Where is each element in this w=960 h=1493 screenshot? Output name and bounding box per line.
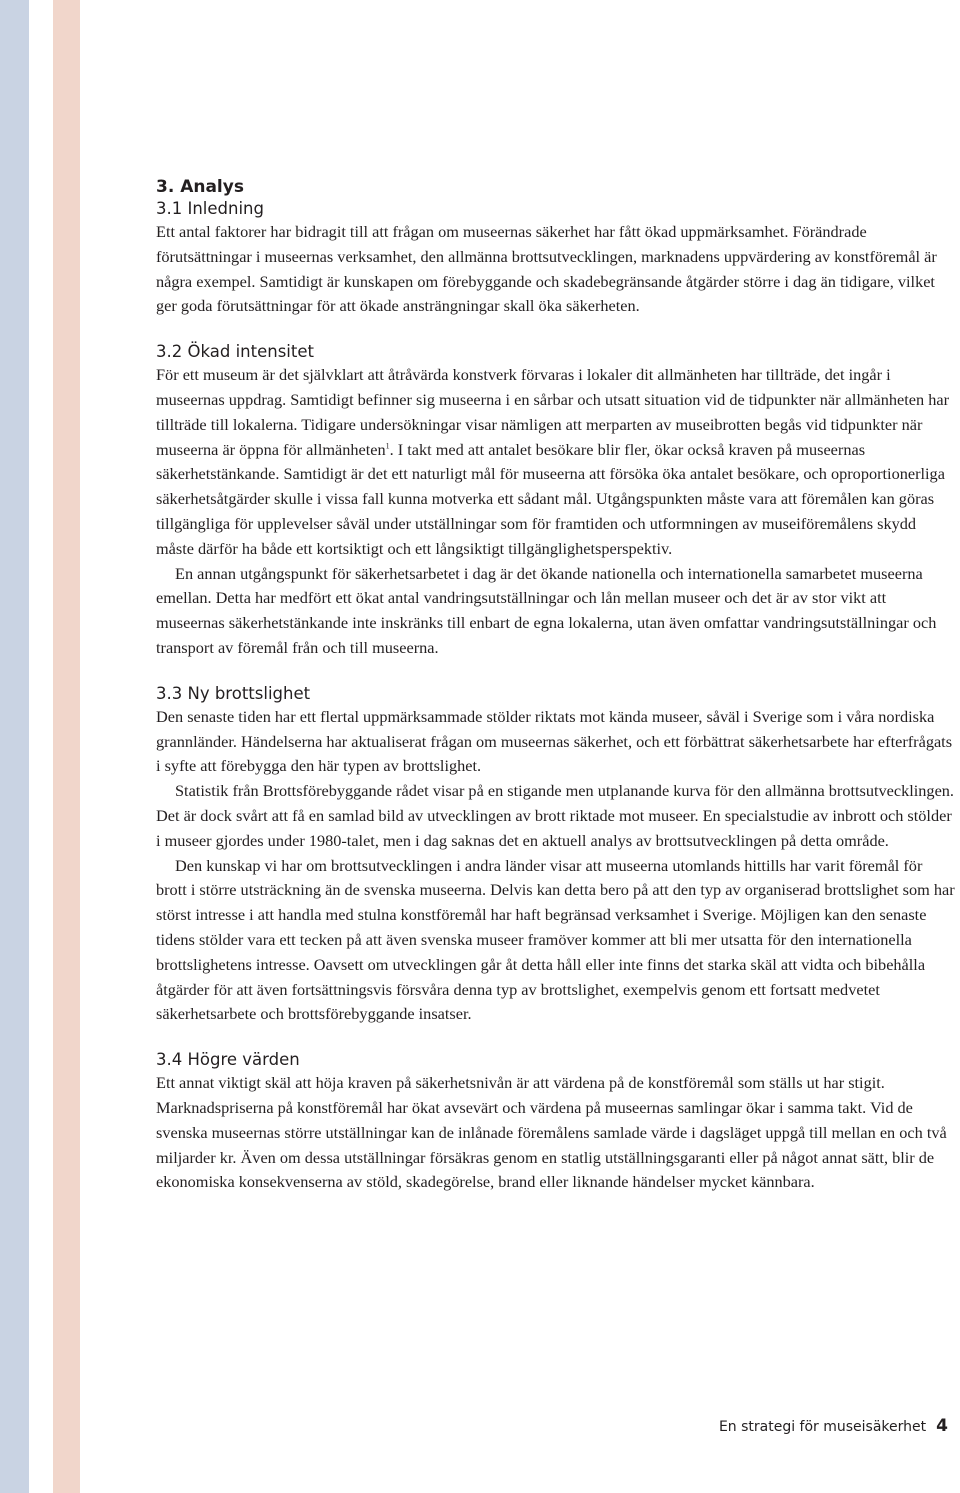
chapter-heading: 3. Analys xyxy=(156,177,244,197)
footer-title: En strategi för museisäkerhet xyxy=(718,1419,927,1435)
section-title: 3.3 Ny brottslighet xyxy=(156,683,311,703)
section-title: 3.4 Högre värden xyxy=(156,1050,300,1070)
document-body xyxy=(156,176,956,1195)
paragraph: Statistik från Brottsförebyggande rådet visar på en stigande men utplanande kurva för den allmänna brottsutvecklingen. Det är dock svårt att få en samlad bild av utvecklingen av brott riktade mot museer. En specialstudie av inbrott och stölder i museer gjordes under 1980-talet, men i dag saknas det en aktuell analys av brottsutvecklingen på detta område. xyxy=(156,781,955,850)
page-footer xyxy=(719,1416,948,1436)
stripe-gap xyxy=(29,0,53,1493)
section-title: 3.1 Inledning xyxy=(156,199,264,218)
left-blue-stripe xyxy=(0,0,29,1493)
paragraph-text-continued: . I takt med att antalet besökare blir fler, ökar också kraven på museernas säkerhetstänkande. Samtidigt är det ett naturligt mål för museerna att försöka öka antalet besökare, och oproportionerliga säkerhetsåtgärder skulle i vissa fall kunna motverka ett sådant mål. Utgångspunkten måste vara att föremålen kan göras tillgängliga för upplevelser såväl under utställningar som för framtiden och utformningen av museiföremålens skydd måste därför ha både ett kortsiktigt och ett långsiktigt tillgänglighetsperspektiv. xyxy=(156,439,945,558)
section-okad-intensitet xyxy=(156,341,956,661)
section-title: 3.2 Ökad intensitet xyxy=(156,342,314,362)
section-inledning xyxy=(156,198,956,319)
paragraph-text: För ett museum är det självklart att åtråvärda konstverk förvaras i lokaler dit allmänheten har tillträde, det ingår i museernas uppdrag. Samtidigt befinner sig museerna i en sårbar och utsatt situation vid de tidpunkter när allmänheten har tillträde till lokalerna. Tidigare undersökningar visar nämligen att merparten av museibrotten begås vid tidpunkter när museerna är öppna för allmänheten xyxy=(156,365,950,459)
paragraph: Den kunskap vi har om brottsutvecklingen i andra länder visar att museerna utomlands hittills har varit föremål för brott i större utsträckning än de svenska museerna. Delvis kan detta bero på att den typ av organiserad brottslighet som har störst intresse i att handla med stulna konstföremål har haft begränsad verksamhet i Sverige. Möjligen kan den senaste tidens stölder vara ett tecken på att även svenska museer framöver kommer att bli mer utsatta för den internationella brottslighetens intresse. Oavsett om utvecklingen går åt detta håll eller inte finns det starka skäl att vidta och bibehålla åtgärder för att även fortsättningsvis försvåra denna typ av brottslighet, exempelvis genom ett fortsatt medvetet säkerhetsarbete och brottsförebyggande insatser. xyxy=(156,855,955,1024)
left-pink-stripe xyxy=(53,0,80,1493)
paragraph: Ett annat viktigt skäl att höja kraven på säkerhetsnivån är att värdena på de konstföremål som ställs ut har stigit. Marknadspriserna på konstföremål har ökat avsevärt och värdena på museernas samlingar ökar i samma takt. Vid de svenska museernas större utställningar kan de inlånade föremålens samlade värde i dagsläget uppgå till mellan en och två miljarder kr. Även om dessa utställningar försäkras genom en statlig utställningsgaranti eller på något annat sätt, blir de ekonomiska konsekvenserna av stöld, skadegörelse, brand eller liknande händelser mycket kännbara. xyxy=(156,1073,947,1192)
paragraph: En annan utgångspunkt för säkerhetsarbetet i dag är det ökande nationella och internationella samarbetet museerna emellan. Detta har medfört ett ökat antal vandringsutställningar och lån mellan museer och det är av stor vikt att museernas säkerhetstänkande inte inskränks till enbart de egna lokalerna, utan även omfattar vandringsutställningar och transport av föremål från och till museerna. xyxy=(156,563,937,657)
section-ny-brottslighet xyxy=(156,683,956,1027)
footnote-reference: 1 xyxy=(385,441,390,451)
section-hogre-varden xyxy=(156,1049,956,1195)
paragraph: Den senaste tiden har ett flertal uppmärksammade stölder riktats mot kända museer, såväl i Sverige som i våra nordiska grannländer. Händelserna har aktualiserat frågan om museernas säkerhet, och ett förbättrat säkerhetsarbete har efterfrågats i syfte att förebygga den här typen av brottslighet. xyxy=(156,706,953,776)
paragraph: Ett antal faktorer har bidragit till att frågan om museernas säkerhet har fått ökad uppmärksamhet. Förändrade förutsättningar i museernas verksamhet, den allmänna brottsutvecklingen, marknadens uppvärdering av konstföremål är några exempel. Samtidigt är kunskapen om förebyggande och skadebegränsande åtgärder större i dag än tidigare, vilket ger goda förutsättningar för att ökade ansträngningar skall öka säkerheten. xyxy=(156,222,937,316)
page-number: 4 xyxy=(936,1416,948,1436)
paragraph xyxy=(156,363,956,561)
